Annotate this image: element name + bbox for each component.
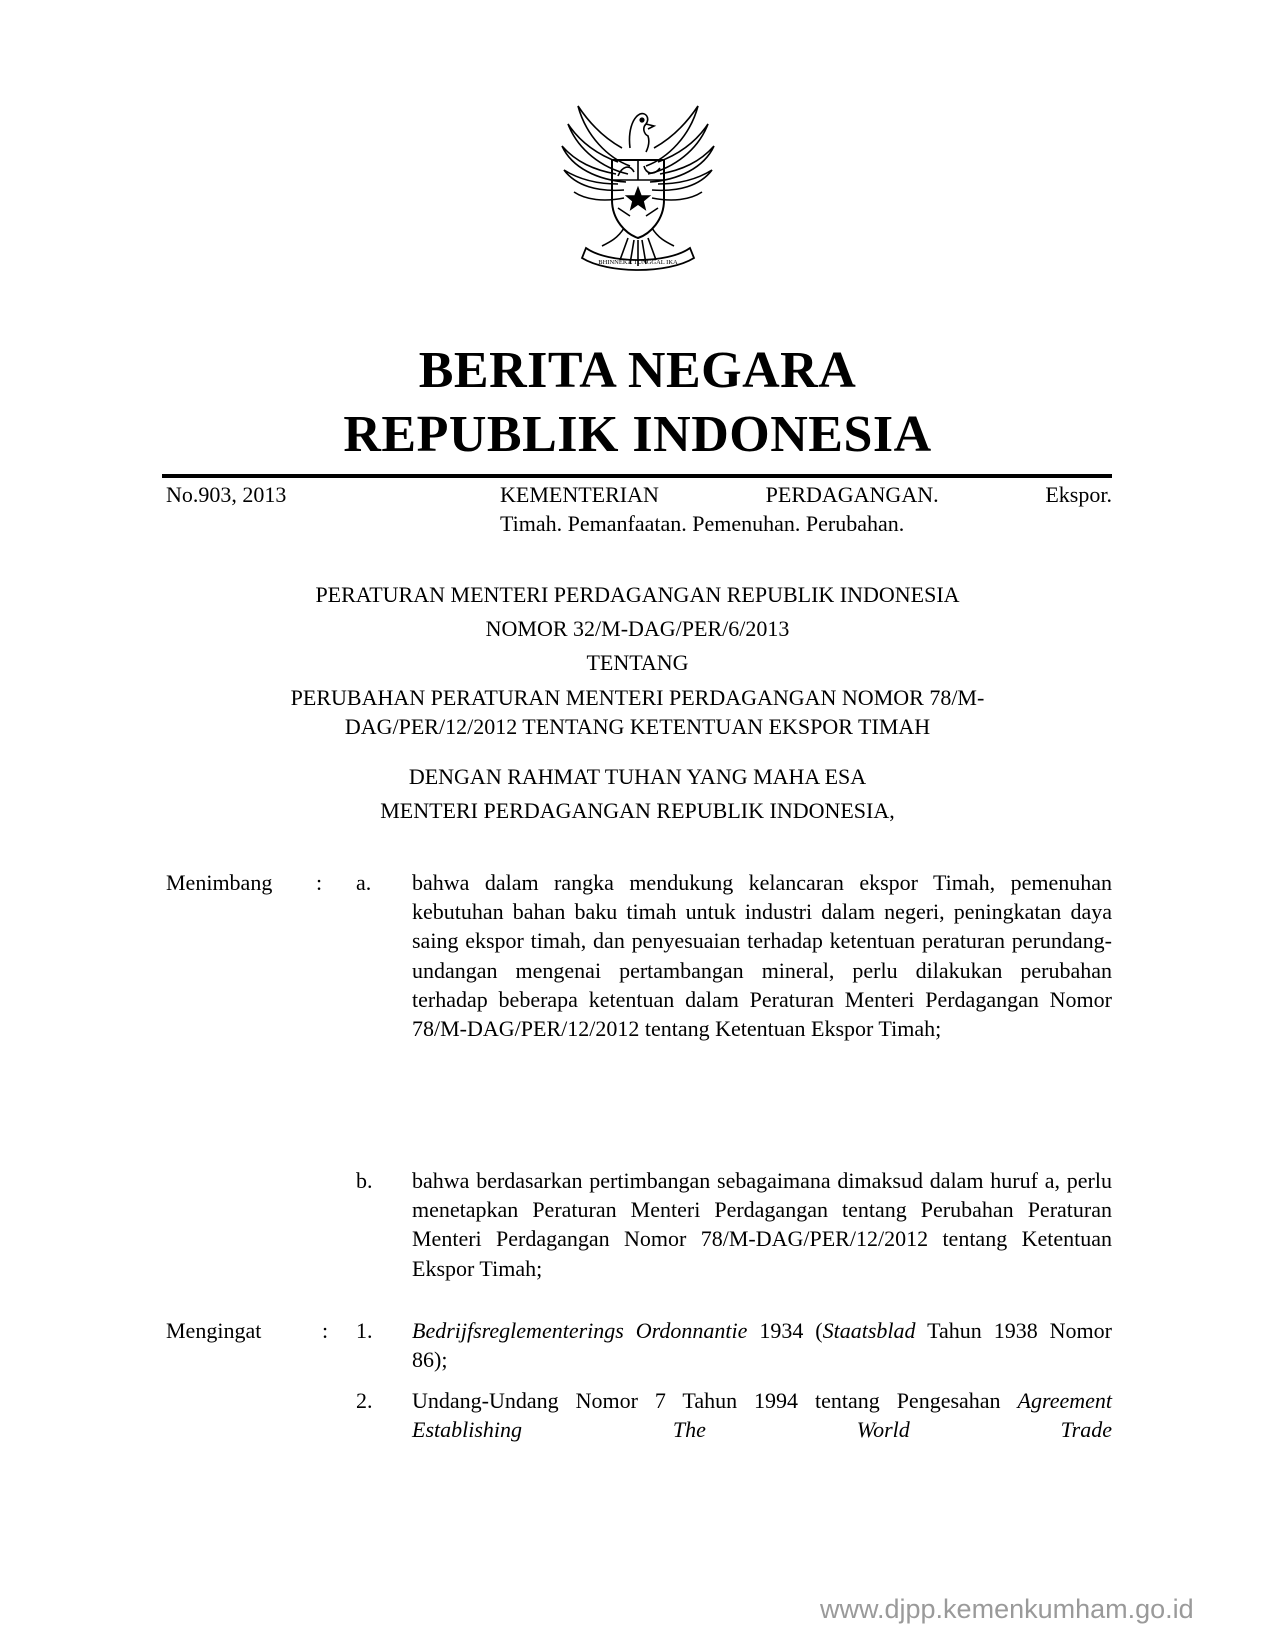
masthead-title-line1: BERITA NEGARA: [418, 342, 857, 399]
invocation: DENGAN RAHMAT TUHAN YANG MAHA ESA: [408, 764, 867, 789]
item-marker-1: 1.: [356, 1318, 373, 1343]
mengingat-1-text: Bedrijfsreglementerings Ordonnantie 1934 (Staatsblad Tahun 1938 Nomor 86);: [412, 1318, 1112, 1373]
desc-word: Ekspor.: [1045, 482, 1112, 507]
desc-word: PERDAGANGAN.: [765, 482, 939, 507]
mengingat-label: Mengingat: [166, 1318, 262, 1343]
masthead-title-line2: REPUBLIK INDONESIA: [343, 406, 932, 463]
item-marker-2: 2.: [356, 1388, 373, 1413]
regulation-subject-line2: DAG/PER/12/2012 TENTANG KETENTUAN EKSPOR TIMAH: [344, 714, 931, 739]
mengingat-colon: :: [322, 1318, 329, 1343]
gazette-number: No.903, 2013: [166, 482, 287, 507]
emblem-motto: BHINNEKA TUNGGAL IKA: [598, 259, 678, 266]
watermark-url: www.djpp.kemenkumham.go.id: [820, 1594, 1194, 1624]
regulation-title: PERATURAN MENTERI PERDAGANGAN REPUBLIK INDONESIA: [315, 582, 960, 607]
gazette-description: [500, 480, 1112, 538]
menimbang-colon: :: [316, 870, 323, 895]
masthead-rule: [162, 474, 1112, 478]
regulation-tentang: TENTANG: [586, 650, 689, 675]
regulation-number: NOMOR 32/M-DAG/PER/6/2013: [485, 616, 790, 641]
menimbang-label: Menimbang: [166, 870, 273, 895]
mengingat-2-text: Undang-Undang Nomor 7 Tahun 1994 tentang Pengesahan Agreement Establishing The World Trade: [412, 1388, 1112, 1443]
minister-heading: MENTERI PERDAGANGAN REPUBLIK INDONESIA,: [380, 798, 895, 823]
menimbang-b-text: bahwa berdasarkan pertimbangan sebagaimana dimaksud dalam huruf a, perlu menetapkan Peraturan Menteri Perdagangan tentang Perubahan Peraturan Menteri Perdagangan Nomor 78/M-DAG/PER/12/2012 tentang Ketentuan Ekspor Timah;: [412, 1168, 1112, 1281]
garuda-emblem-icon: [538, 88, 738, 288]
item-marker-a: a.: [356, 870, 372, 895]
desc-line2: Timah. Pemanfaatan. Pemenuhan. Perubahan.: [500, 511, 905, 536]
item-marker-b: b.: [356, 1168, 373, 1193]
regulation-subject-line1: PERUBAHAN PERATURAN MENTERI PERDAGANGAN NOMOR 78/M-: [290, 685, 985, 710]
menimbang-a-text: bahwa dalam rangka mendukung kelancaran ekspor Timah, pemenuhan kebutuhan bahan baku timah untuk industri dalam negeri, peningkatan daya saing ekspor timah, dan penyesuaian terhadap ketentuan peraturan perundang-undangan mengenai pertambangan mineral, perlu dilakukan perubahan terhadap beberapa ketentuan dalam Peraturan Menteri Perdagangan Nomor 78/M-DAG/PER/12/2012 tentang Ketentuan Ekspor Timah;: [412, 870, 1112, 1042]
desc-word: KEMENTERIAN: [500, 482, 659, 507]
